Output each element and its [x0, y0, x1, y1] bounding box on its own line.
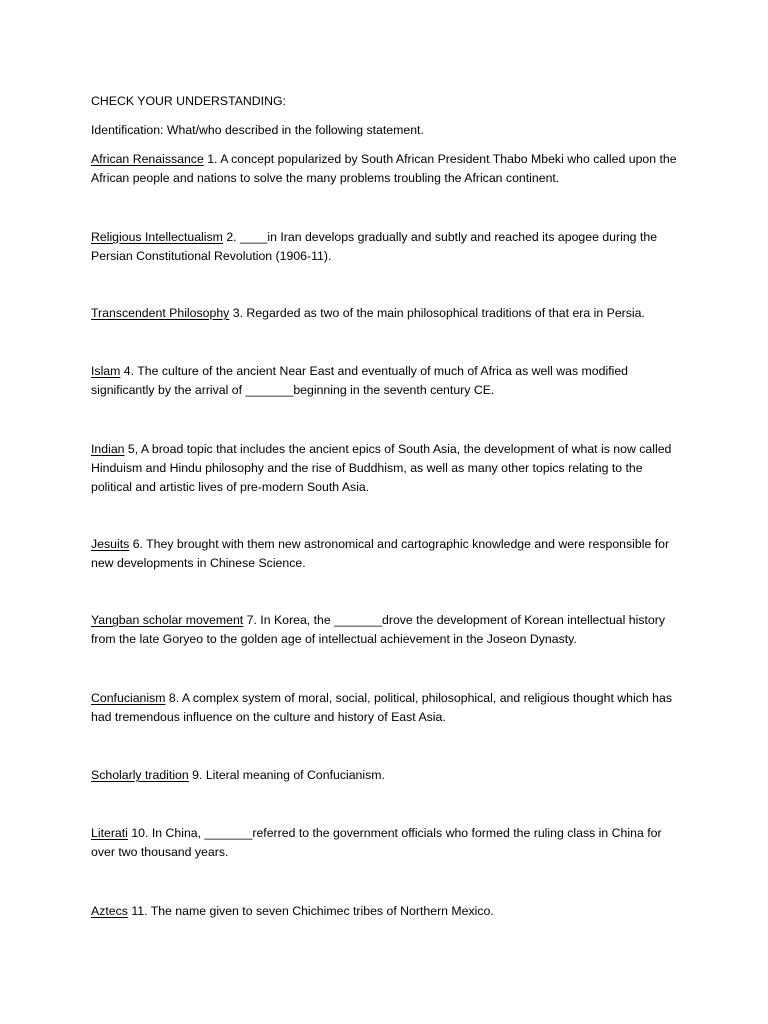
- answer-label: Religious Intellectualism: [91, 230, 223, 244]
- answer-label: Yangban scholar movement: [91, 613, 244, 627]
- answer-label: Transcendent Philosophy: [91, 306, 230, 320]
- answer-label: Confucianism: [91, 691, 166, 705]
- question-text: 5, A broad topic that includes the ancient epics of South Asia, the development of what is now called Hinduism and Hindu philosophy and the rise of Buddhism, as well as many other topics relating to the political and artistic lives of pre-modern South Asia.: [91, 442, 672, 494]
- answer-label: Jesuits: [91, 537, 130, 551]
- page-heading: CHECK YOUR UNDERSTANDING:: [91, 94, 286, 108]
- answer-label: Indian: [91, 442, 125, 456]
- question-item: [91, 766, 681, 785]
- question-text: 3. Regarded as two of the main philosophical traditions of that era in Persia.: [229, 306, 645, 320]
- question-text: 2. ____in Iran develops gradually and subtly and reached its apogee during the Persian Constitutional Revolution (1906-11).: [91, 230, 658, 263]
- question-item: [91, 440, 681, 497]
- question-item: [91, 535, 681, 573]
- question-text: 9. Literal meaning of Confucianism.: [188, 768, 385, 782]
- question-item: [91, 304, 681, 323]
- answer-label: Aztecs: [91, 904, 128, 918]
- question-item: [91, 689, 681, 727]
- question-item: [91, 902, 681, 921]
- question-item: [91, 611, 681, 649]
- answer-label: Literati: [91, 826, 128, 840]
- question-text: 11. The name given to seven Chichimec tribes of Northern Mexico.: [127, 904, 494, 918]
- answer-label: Islam: [91, 364, 121, 378]
- question-text: 1. A concept popularized by South African President Thabo Mbeki who called upon the African people and nations to solve the many problems troubling the African continent.: [91, 152, 677, 185]
- question-item: [91, 362, 681, 400]
- answer-label: African Renaissance: [91, 152, 204, 166]
- question-text: 6. They brought with them new astronomical and cartographic knowledge and were responsible for new developments in Chinese Science.: [91, 537, 670, 570]
- question-item: [91, 824, 681, 862]
- question-item: [91, 150, 681, 188]
- question-text: 8. A complex system of moral, social, political, philosophical, and religious thought which has had tremendous influence on the culture and history of East Asia.: [91, 691, 672, 724]
- question-text: 10. In China, _______referred to the government officials who formed the ruling class in China for over two thousand years.: [91, 826, 662, 859]
- answer-label: Scholarly tradition: [91, 768, 189, 782]
- question-item: [91, 228, 681, 266]
- question-text: 4. The culture of the ancient Near East and eventually of much of Africa as well was modified significantly by the arrival of _______beginning in the seventh century CE.: [91, 364, 629, 397]
- instructions: Identification: What/who described in the following statement.: [91, 123, 424, 137]
- question-text: 7. In Korea, the _______drove the development of Korean intellectual history from the late Goryeo to the golden age of intellectual achievement in the Joseon Dynasty.: [91, 613, 666, 646]
